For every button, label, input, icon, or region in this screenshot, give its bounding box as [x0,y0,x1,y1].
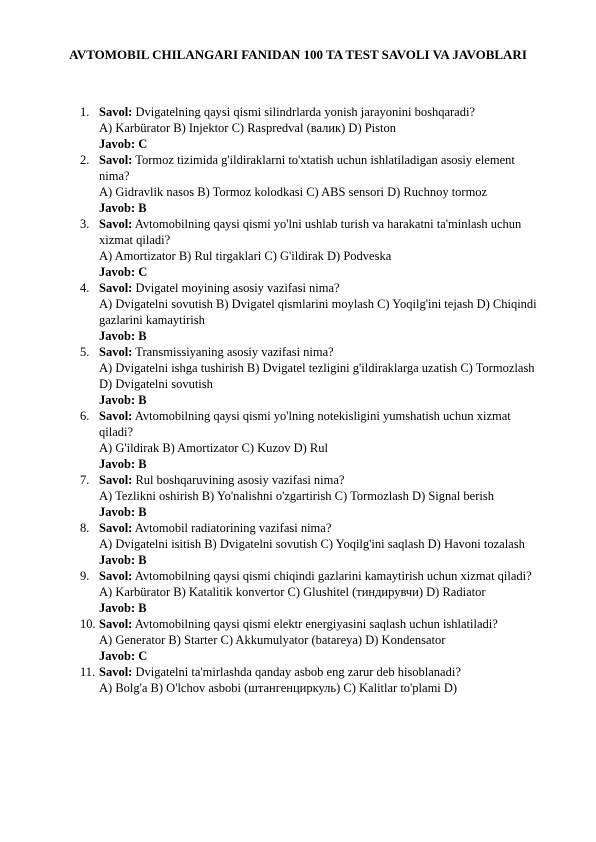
savol-label: Savol: [99,617,133,631]
savol-text: Avtomobilning qaysi qismi chiqindi gazlarini kamaytirish uchun xizmat qiladi? [134,569,532,583]
question-number: 11. [80,665,96,679]
question-item [0,152,596,216]
question-text [99,280,537,296]
question-answer: Javob: B [99,393,147,407]
question-number: 1. [80,105,90,119]
question-body [99,472,537,520]
question-number: 9. [80,569,90,583]
question-body [99,520,537,568]
savol-label: Savol: [99,521,133,535]
question-answer: Javob: B [99,457,147,471]
question-answer: Javob: C [99,137,148,151]
question-options: A) Dvigatelni isitish B) Dvigatelni sovutish C) Yoqilg'ini saqlash D) Havoni tozalash [99,537,525,551]
question-text [99,472,537,488]
question-options: A) G'ildirak B) Amortizator C) Kuzov D) Rul [99,441,328,455]
question-text [99,104,537,120]
savol-label: Savol: [99,473,133,487]
savol-text: Avtomobilning qaysi qismi yo'lning notekisligini yumshatish uchun xizmat qiladi? [99,409,511,439]
question-item [0,520,596,568]
question-number: 7. [80,473,90,487]
question-text [99,616,537,632]
savol-label: Savol: [99,665,133,679]
savol-text: Dvigatelni ta'mirlashda qanday asbob eng zarur deb hisoblanadi? [135,665,461,679]
question-answer: Javob: C [99,649,148,663]
question-body [99,664,537,696]
question-number: 5. [80,345,90,359]
question-text [99,520,537,536]
question-body [99,280,537,344]
question-options: A) Bolg'a B) O'lchov asbobi (штангенциркуль) C) Kalitlar to'plami D) [99,681,458,695]
question-item [0,216,596,280]
question-number: 10. [80,617,96,631]
question-answer: Javob: C [99,265,148,279]
question-item [0,408,596,472]
question-options: A) Amortizator B) Rul tirgaklari C) G'ildirak D) Podveska [99,249,392,263]
savol-text: Dvigatelning qaysi qismi silindrlarda yonish jarayonini boshqaradi? [135,105,475,119]
question-answer: Javob: B [99,553,147,567]
document-title: AVTOMOBIL CHILANGARI FANIDAN 100 TA TEST SAVOLI VA JAVOBLARI [69,47,527,62]
question-body [99,568,537,616]
question-number: 3. [80,217,90,231]
savol-label: Savol: [99,105,133,119]
question-options: A) Tezlikni oshirish B) Yo'nalishni o'zgartirish C) Tormozlash D) Signal berish [99,489,494,503]
question-item [0,472,596,520]
question-item [0,280,596,344]
question-answer: Javob: B [99,601,147,615]
question-item [0,568,596,616]
question-text [99,216,537,248]
savol-text: Avtomobilning qaysi qismi yo'lni ushlab turish va harakatni ta'minlash uchun xizmat qiladi? [99,217,522,247]
question-text [99,152,537,184]
question-number: 8. [80,521,90,535]
savol-text: Rul boshqaruvining asosiy vazifasi nima? [135,473,345,487]
question-number: 6. [80,409,90,423]
question-options: A) Karbürator B) Injektor C) Raspredval (валик) D) Piston [99,121,396,135]
question-body [99,104,537,152]
savol-label: Savol: [99,569,133,583]
savol-text: Avtomobilning qaysi qismi elektr energiyasini saqlash uchun ishlatiladi? [134,617,498,631]
question-number: 2. [80,153,90,167]
savol-label: Savol: [99,153,133,167]
savol-label: Savol: [99,281,133,295]
question-text [99,344,537,360]
savol-label: Savol: [99,409,133,423]
question-body [99,216,537,280]
question-item [0,616,596,664]
question-options: A) Gidravlik nasos B) Tormoz kolodkasi C) ABS sensori D) Ruchnoy tormoz [99,185,488,199]
question-answer: Javob: B [99,329,147,343]
question-list [0,104,596,696]
question-answer: Javob: B [99,201,147,215]
question-text [99,568,537,584]
question-body [99,344,537,408]
question-body [99,616,537,664]
question-item [0,344,596,408]
savol-text: Dvigatel moyining asosiy vazifasi nima? [135,281,340,295]
savol-label: Savol: [99,217,133,231]
question-body [99,408,537,472]
question-answer: Javob: B [99,505,147,519]
question-options: A) Karbürator B) Katalitik konvertor C) Glushitel (тиндирувчи) D) Radiator [99,585,486,599]
question-item [0,104,596,152]
question-options: A) Dvigatelni ishga tushirish B) Dvigatel tezligini g'ildiraklarga uzatish C) Tormozlash D) Dvigatelni sovutish [99,361,535,391]
question-options: A) Dvigatelni sovutish B) Dvigatel qismlarini moylash C) Yoqilg'ini tejash D) Chiqindi gazlarini kamaytirish [99,297,537,327]
question-text [99,408,537,440]
savol-label: Savol: [99,345,133,359]
question-body [99,152,537,216]
savol-text: Tormoz tizimida g'ildiraklarni to'xtatish uchun ishlatiladigan asosiy element nima? [99,153,515,183]
question-number: 4. [80,281,90,295]
question-options: A) Generator B) Starter C) Akkumulyator (batareya) D) Kondensator [99,633,446,647]
question-item [0,664,596,696]
savol-text: Avtomobil radiatorining vazifasi nima? [134,521,332,535]
savol-text: Transmissiyaning asosiy vazifasi nima? [135,345,334,359]
question-text [99,664,537,680]
